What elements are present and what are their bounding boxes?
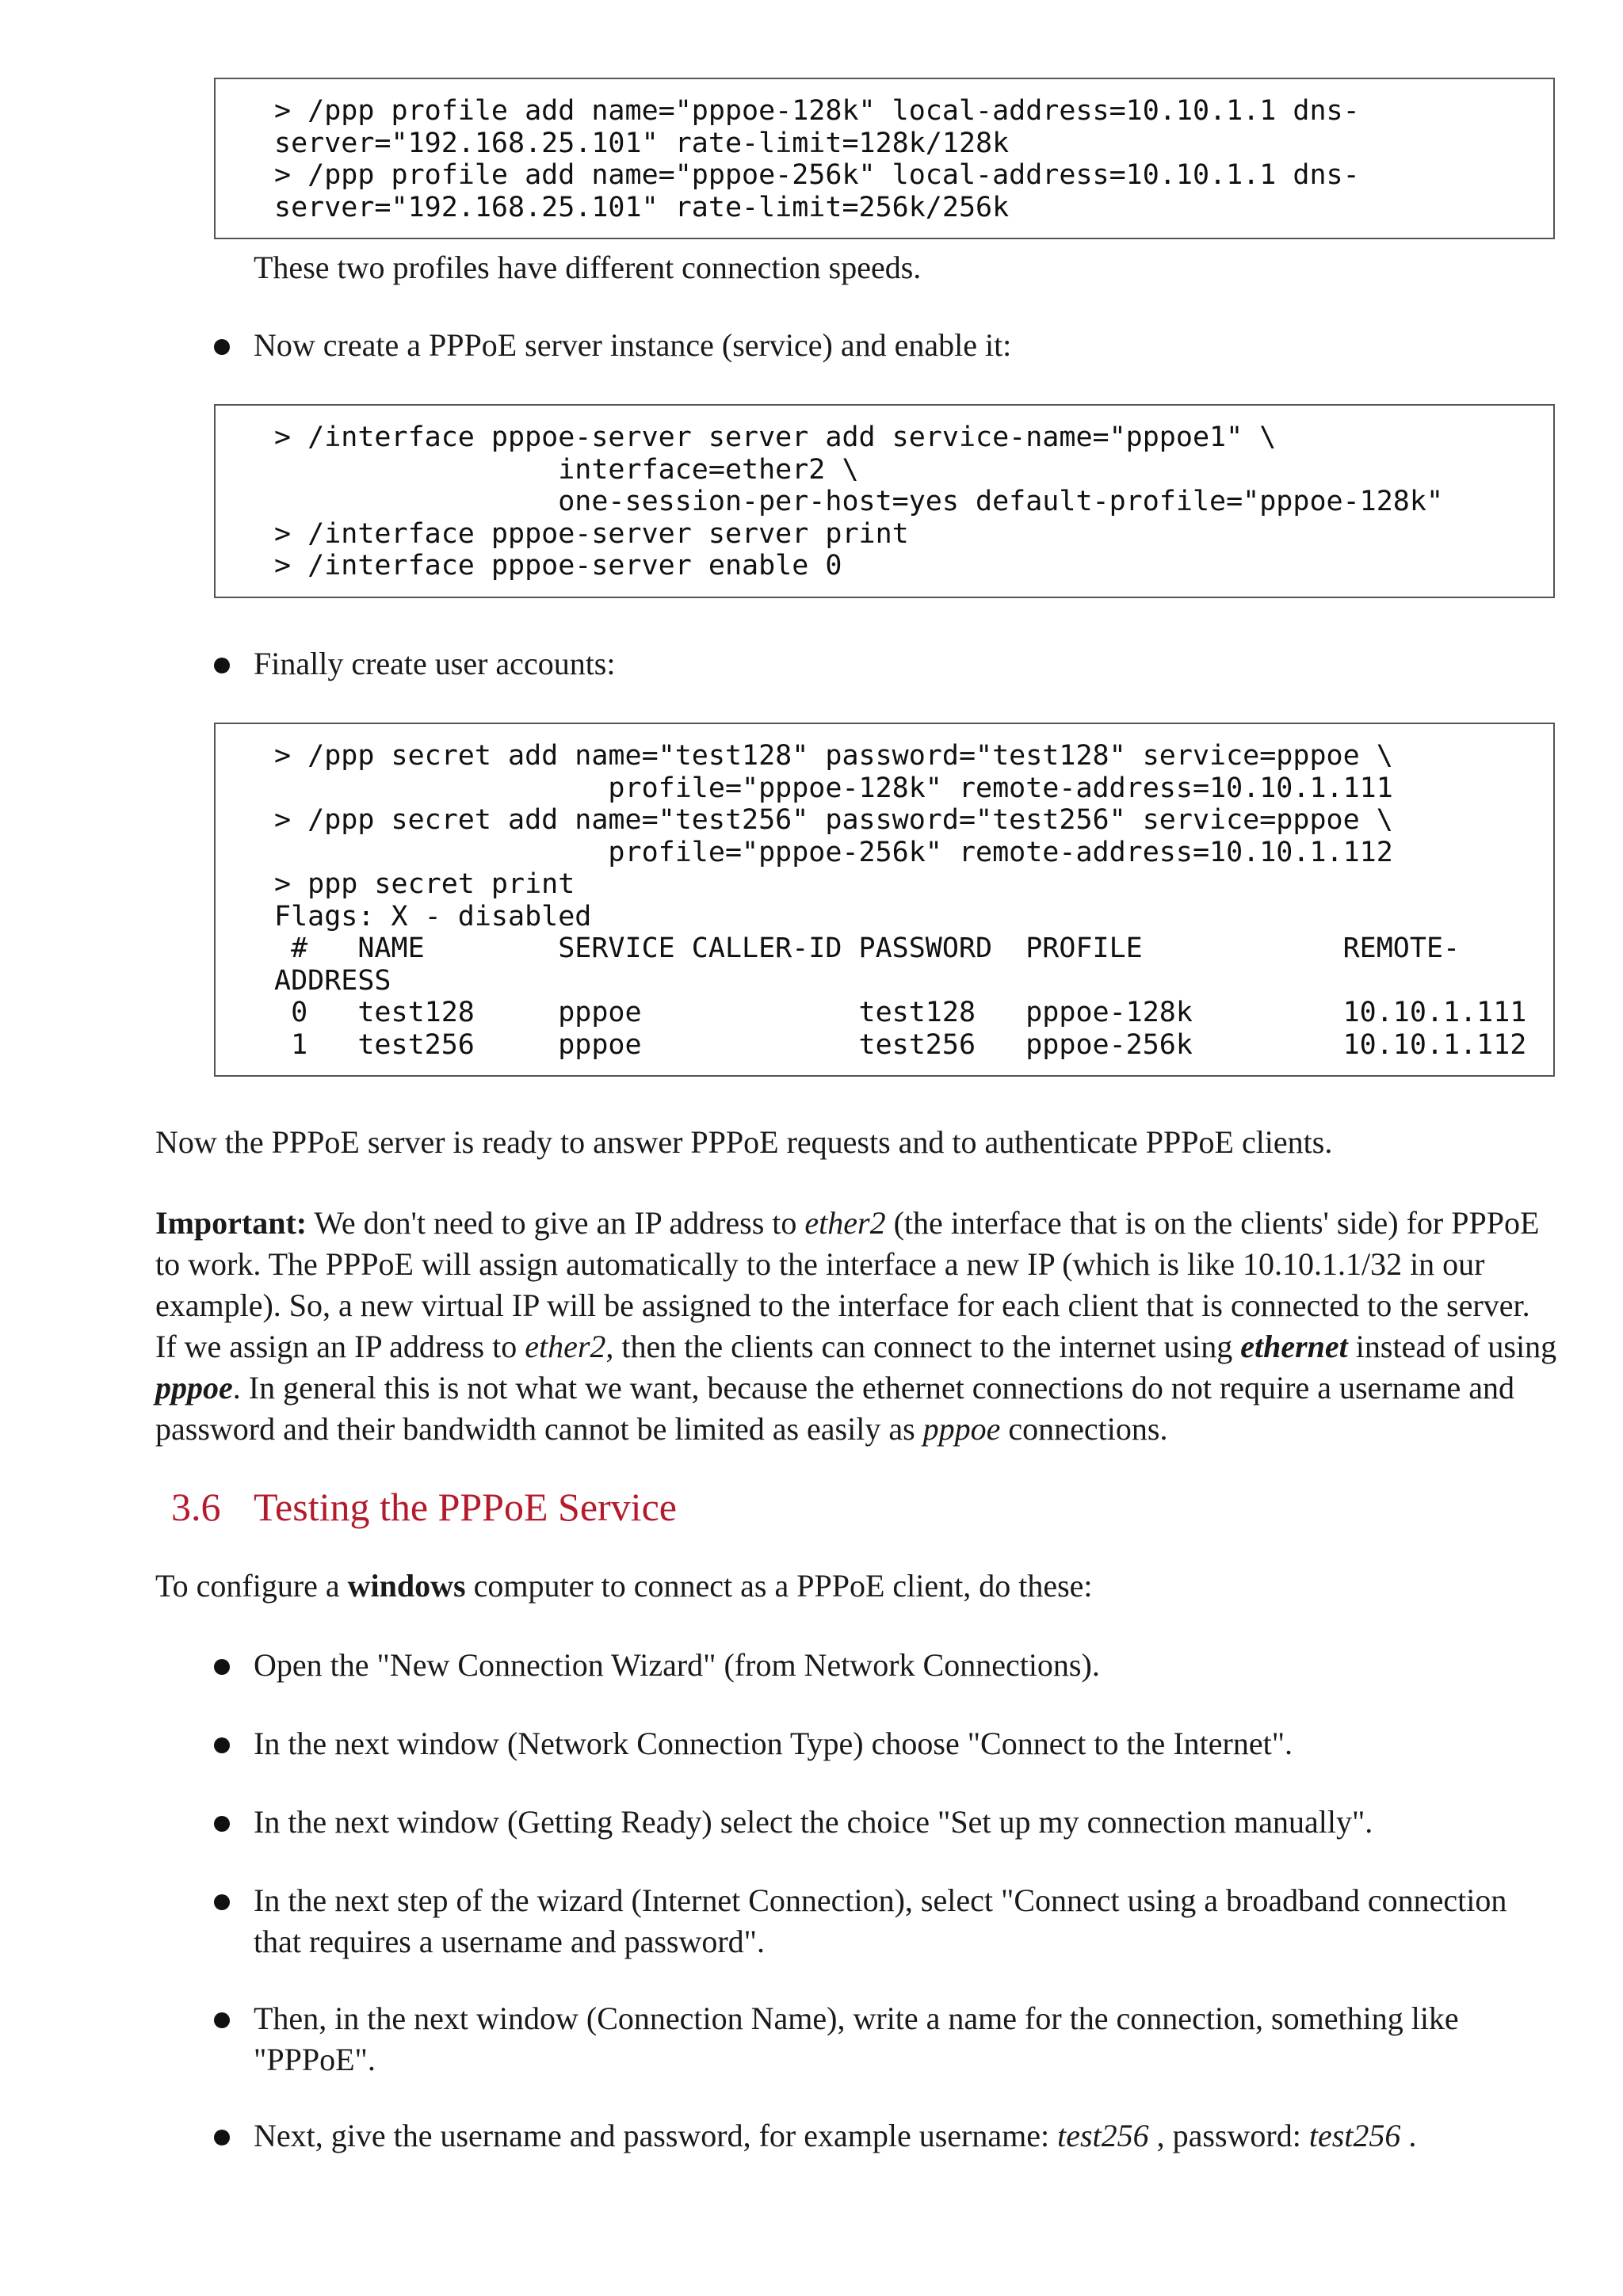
code-block-ppp-profiles [214, 78, 1555, 239]
section-number: 3.6 [171, 1485, 221, 1529]
code-line: > /ppp secret add name="test128" password="test128" service=pppoe \ [274, 740, 1393, 772]
code-line: # NAME SERVICE CALLER-ID PASSWORD PROFILE REMOTE- [274, 933, 1461, 964]
bullet-text: Finally create user accounts: [254, 646, 616, 681]
username-value: test256 [1057, 2118, 1149, 2153]
code-line: > /ppp profile add name="pppoe-128k" local-address=10.10.1.1 dns- [274, 95, 1360, 127]
step-text: In the next window (Getting Ready) select the choice "Set up my connection manually". [254, 1804, 1373, 1840]
step-getting-ready [214, 1802, 1555, 1843]
code-line: ADDRESS [274, 964, 391, 997]
bullet-icon [214, 2130, 230, 2145]
bullet-icon [214, 1737, 230, 1753]
step-internet-connection [214, 1880, 1555, 1962]
password-value: test256 [1308, 2118, 1401, 2153]
step-text: Then, in the next window (Connection Name), write a name for the connection, something like "PPPoE". [254, 2000, 1459, 2077]
code-line: > /interface pppoe-server server print [274, 517, 909, 550]
code-line: Flags: X - disabled [274, 900, 592, 933]
step-text [254, 2115, 1555, 2157]
step-connection-type [214, 1723, 1555, 1764]
important-text: instead of using [1347, 1329, 1557, 1364]
code-line: one-session-per-host=yes default-profile="pppoe-128k" [274, 486, 1444, 517]
code-block-ppp-secrets [214, 723, 1555, 1077]
ethernet-term: ethernet [1240, 1329, 1348, 1364]
code-line: interface=ether2 \ [274, 453, 859, 486]
important-text: . In general this is not what we want, because the ethernet connections do not require a username and password and their bandwidth cannot be limited as easily as [155, 1370, 1514, 1447]
pppoe-term: pppoe [922, 1411, 1001, 1447]
interface-name: ether2 [804, 1205, 886, 1241]
bullet-create-accounts [214, 643, 1555, 685]
intro-paragraph [155, 1566, 1558, 1607]
ready-paragraph: Now the PPPoE server is ready to answer PPPoE requests and to authenticate PPPoE clients. [155, 1124, 1333, 1160]
code-line: > /ppp secret add name="test256" password="test256" service=pppoe \ [274, 804, 1393, 836]
intro-text: To configure a [155, 1568, 348, 1604]
bullet-icon [214, 1659, 230, 1675]
bullet-icon [214, 658, 230, 673]
important-label: Important: [155, 1205, 307, 1241]
windows-term: windows [347, 1568, 466, 1604]
intro-text: computer to connect as a PPPoE client, do these: [465, 1568, 1093, 1604]
code-line: server="192.168.25.101" rate-limit=256k/256k [274, 191, 1010, 223]
code-line: > /interface pppoe-server enable 0 [274, 550, 842, 582]
bullet-text: Now create a PPPoE server instance (service) and enable it: [254, 327, 1012, 363]
step-text: In the next step of the wizard (Internet Connection), select "Connect using a broadband connection that requires a username and password". [254, 1882, 1507, 1959]
interface-name: ether2 [525, 1329, 606, 1364]
code-line: > ppp secret print [274, 868, 575, 900]
pppoe-term: pppoe [155, 1370, 233, 1405]
code-line: profile="pppoe-256k" remote-address=10.10.1.112 [274, 836, 1393, 868]
code-block-pppoe-server [214, 404, 1555, 598]
credentials-text: , password: [1148, 2118, 1309, 2153]
important-text: (the interface that is on the clients' side) for PPPoE to work. The PPPoE will assign automatically to the interface a new IP (which is like 10.10.1.1/32 in our example). So, a new virtual IP will be assigned to the interface for each client that is connected to the server. If we assign an IP address to [155, 1205, 1540, 1364]
important-text: connections. [1000, 1411, 1168, 1447]
step-text: In the next window (Network Connection Type) choose "Connect to the Internet". [254, 1726, 1293, 1761]
bullet-create-server [214, 325, 1555, 366]
profiles-note: These two profiles have different connection speeds. [254, 250, 922, 285]
credentials-text: Next, give the username and password, for example username: [254, 2118, 1058, 2153]
bullet-icon [214, 339, 230, 355]
bullet-icon [214, 2012, 230, 2028]
code-line: > /ppp profile add name="pppoe-256k" local-address=10.10.1.1 dns- [274, 159, 1360, 191]
code-line: 0 test128 pppoe test128 pppoe-128k 10.10.1.111 [274, 997, 1527, 1028]
credentials-text: . [1400, 2118, 1417, 2153]
section-title: Testing the PPPoE Service [254, 1485, 677, 1529]
important-text: , then the clients can connect to the internet using [605, 1329, 1241, 1364]
step-credentials [214, 2115, 1555, 2157]
bullet-icon [214, 1816, 230, 1832]
important-paragraph [155, 1203, 1558, 1450]
code-line: 1 test256 pppoe test256 pppoe-256k 10.10.1.112 [274, 1028, 1527, 1061]
code-line: profile="pppoe-128k" remote-address=10.10.1.111 [274, 772, 1393, 804]
important-text: We don't need to give an IP address to [307, 1205, 805, 1241]
step-text: Open the "New Connection Wizard" (from Network Connections). [254, 1647, 1100, 1683]
code-line: server="192.168.25.101" rate-limit=128k/128k [274, 127, 1010, 159]
step-new-connection-wizard [214, 1645, 1555, 1686]
bullet-icon [214, 1894, 230, 1910]
step-connection-name [214, 1998, 1555, 2081]
section-heading [171, 1482, 677, 1532]
code-line: > /interface pppoe-server server add service-name="pppoe1" \ [274, 421, 1277, 453]
